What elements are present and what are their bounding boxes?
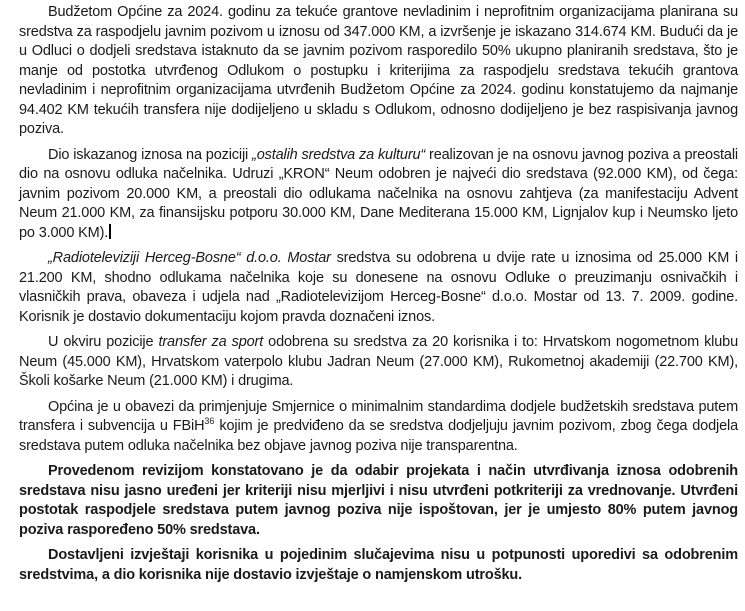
text-run: Provedenom revizijom konstatovano je da odabir projekata i način utvrđivanja iznosa odobrenih sredstava nisu jasno uređeni jer kriteriji nisu mjerljivi i nisu utvrđeni potkriteriji za vrednovanje. Utvrđeni postotak raspodjele sredstava putem javnog poziva nije ispoštovan, jer je umjesto 80% putem javnog poziva raspoređeno 50% sredstava.	[19, 463, 738, 538]
text-run: sredstva su odobrena u dvije rate u iznosima od 25.000 KM i 21.200 KM, shodno odlukama načelnika koje su donesene na osnovu Odluke o preuzimanju osnivačkih i vlasničkih prava, obaveza i udjela nad „Radiotelevizijom Herceg-Bosne“ d.o.o. Mostar od 13. 7. 2009. godine. Korisnik je dostavio dokumentaciju kojom pravda doznačeni iznos.	[19, 250, 738, 325]
text-run: U okviru pozicije	[48, 334, 159, 350]
text-run: odobrena su sredstva za 20 korisnika i to: Hrvatskom nogometnom klubu Neum (45.000 KM), Hrvatskom vaterpolo klubu Jadran Neum (27.000 KM), Rukometnoj akademiji (22.700 KM), Školi košarke Neum (21.000 KM) i drugima.	[19, 334, 739, 389]
document-paragraph-6	[19, 462, 738, 540]
emphasized-text: transfer za sport	[158, 334, 264, 350]
emphasized-text: „Radioteleviziji Herceg-Bosne“ d.o.o. Mostar	[48, 250, 331, 266]
document-body[interactable]	[19, 3, 738, 585]
text-run: kojim je predviđeno da se sredstva dodjeljuju javnim pozivom, zbog čega dodjela sredstava putem odluka načelnika bez objave javnog poziva nije transparentna.	[19, 418, 738, 454]
document-paragraph-2	[19, 146, 738, 244]
emphasized-text: „ostalih sredstva za kulturu“	[252, 146, 426, 163]
document-paragraph-3	[19, 249, 738, 327]
document-paragraph-4	[19, 333, 738, 392]
text-run: Budžetom Općine za 2024. godinu za tekuće grantove nevladinim i neprofitnim organizacijama planirana su sredstva za raspodjelu javnim pozivom u iznosu od 347.000 KM, a izvršenje je iskazano 314.674 KM. Budući da je u Odluci o dodjeli sredstava istaknuto da se javnim pozivom rasporedilo 50% ukupno planiranih sredstava, što je manje od postotka utvrđenog Odlukom o postupku i kriterijima za raspodjelu sredstava tekućih grantova nevladinim i neprofitnim organizacijama utvrđenih Budžetom Općine za 2024. godinu konstatujemo da najmanje 94.402 KM tekućih transfera nije dodijeljeno u skladu s Odlukom, odnosno dodijeljeno je bez raspisivanja javnog poziva.	[19, 4, 738, 137]
text-run: Dostavljeni izvještaji korisnika u pojedinim slučajevima nisu u potpunosti uporedivi sa odobrenim sredstvima, a dio korisnika nije dostavio izvještaje o namjenskom utrošku.	[19, 547, 738, 583]
document-paragraph-7	[19, 546, 738, 585]
document-paragraph-5	[19, 398, 738, 457]
text-run: Općina je u obavezi da primjenjuje Smjernice o minimalnim standardima dodjele budžetskih sredstava putem transfera i subvencija u FBiH	[19, 398, 738, 434]
text-run: realizovan je na osnovu javnog poziva a preostali dio na osnovu odluka načelnika. Udruzi „KRON“ Neum odobren je najveći dio sredstava (92.000 KM), od čega: javnim pozivom 20.000 KM, a preostali dio odlukama načelnika na osnovu zahtjeva (za manifestaciju Advent Neum 21.000 KM, za finansijsku potporu 30.000 KM, Dane Mediterana 15.000 KM, Lignjalov kup i Neumsko ljeto po 3.000 KM).	[19, 146, 738, 241]
footnote-reference: 36	[204, 416, 215, 427]
text-run: Dio iskazanog iznosa na poziciji	[48, 146, 253, 163]
text-cursor	[109, 224, 111, 239]
document-paragraph-1	[19, 3, 738, 140]
